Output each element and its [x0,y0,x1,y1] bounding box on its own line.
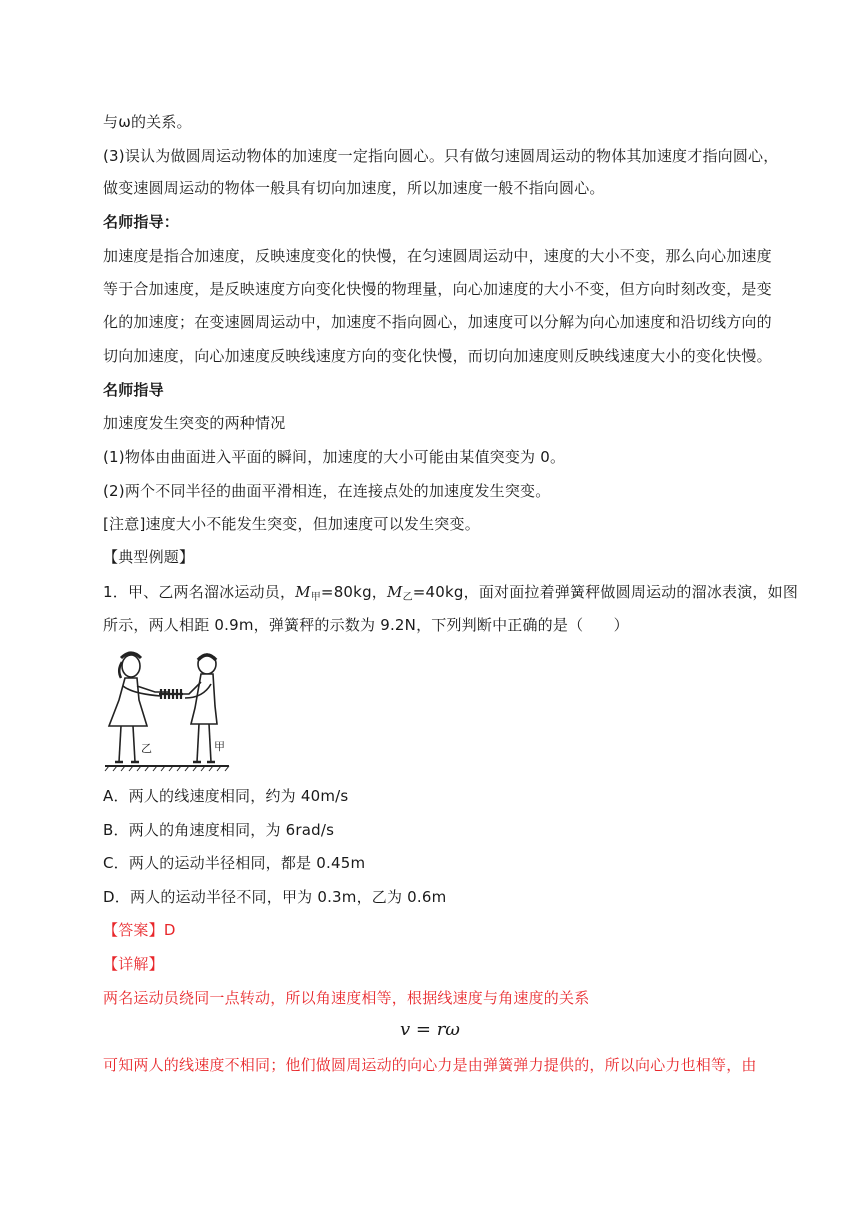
figure-label-yi: 乙 [141,742,152,755]
section-heading: 名师指导： [103,213,180,231]
text-line: (1)物体由曲面进入平面的瞬间，加速度的大小可能由某值突变为 0。 [103,448,566,466]
text-line: (3)误认为做圆周运动物体的加速度一定指向圆心。只有做匀速圆周运动的物体其加速度才指向圆心， [103,147,779,165]
text-line: 化的加速度；在变速圆周运动中，加速度不指向圆心，加速度可以分解为向心加速度和沿切线方向的 [103,313,772,331]
problem-statement: 1．甲、乙两名溜冰运动员，$M_甲=80kg$，$M_乙=40kg$，面对面拉着弹簧秤做圆周运动的溜冰表演，如图 [103,583,799,603]
text-line: 加速度发生突变的两种情况 [103,414,286,432]
text-line: (2)两个不同半径的曲面平滑相连，在连接点处的加速度发生突变。 [103,482,551,500]
text-line: 与ω的关系。 [103,113,192,131]
text-line: 做变速圆周运动的物体一般具有切向加速度，所以加速度一般不指向圆心。 [103,179,605,197]
text-line: 等于合加速度，是反映速度方向变化快慢的物理量，向心加速度的大小不变，但方向时刻改变，是变 [103,280,772,298]
option-d: D．两人的运动半径不同，甲为 0.3m，乙为 0.6m [103,888,447,906]
option-a: A．两人的线速度相同，约为 40m/s [103,787,349,805]
answer [103,920,176,940]
text-line: [注意]速度大小不能发生突变，但加速度可以发生突变。 [103,515,480,533]
answer-label: 【答案】 [103,921,164,939]
figure-label-jia: 甲 [214,740,225,753]
skaters-figure [103,648,231,772]
answer-value: D [163,921,176,939]
option-c: C．两人的运动半径相同，都是 0.45m [103,854,366,872]
detail-text: 两名运动员绕同一点转动，所以角速度相等，根据线速度与角速度的关系 [103,989,590,1007]
detail-text: 可知两人的线速度不相同；他们做圆周运动的向心力是由弹簧弹力提供的，所以向心力也相等，由 [103,1056,757,1074]
text-line: 切向加速度，向心加速度反映线速度方向的变化快慢，而切向加速度则反映线速度大小的变化快慢。 [103,347,772,365]
option-b: B．两人的角速度相同，为 6rad/s [103,821,335,839]
text-line: 加速度是指合加速度，反映速度变化的快慢，在匀速圆周运动中，速度的大小不变，那么向心加速度 [103,247,772,265]
section-heading: 名师指导 [103,381,164,399]
formula: v = rω [400,1019,460,1040]
example-heading: 【典型例题】 [103,548,195,566]
detail-label: 【详解】 [103,955,164,973]
problem-statement-line2: 所示，两人相距 0.9m，弹簧秤的示数为 9.2N，下列判断中正确的是（ ） [103,616,629,634]
